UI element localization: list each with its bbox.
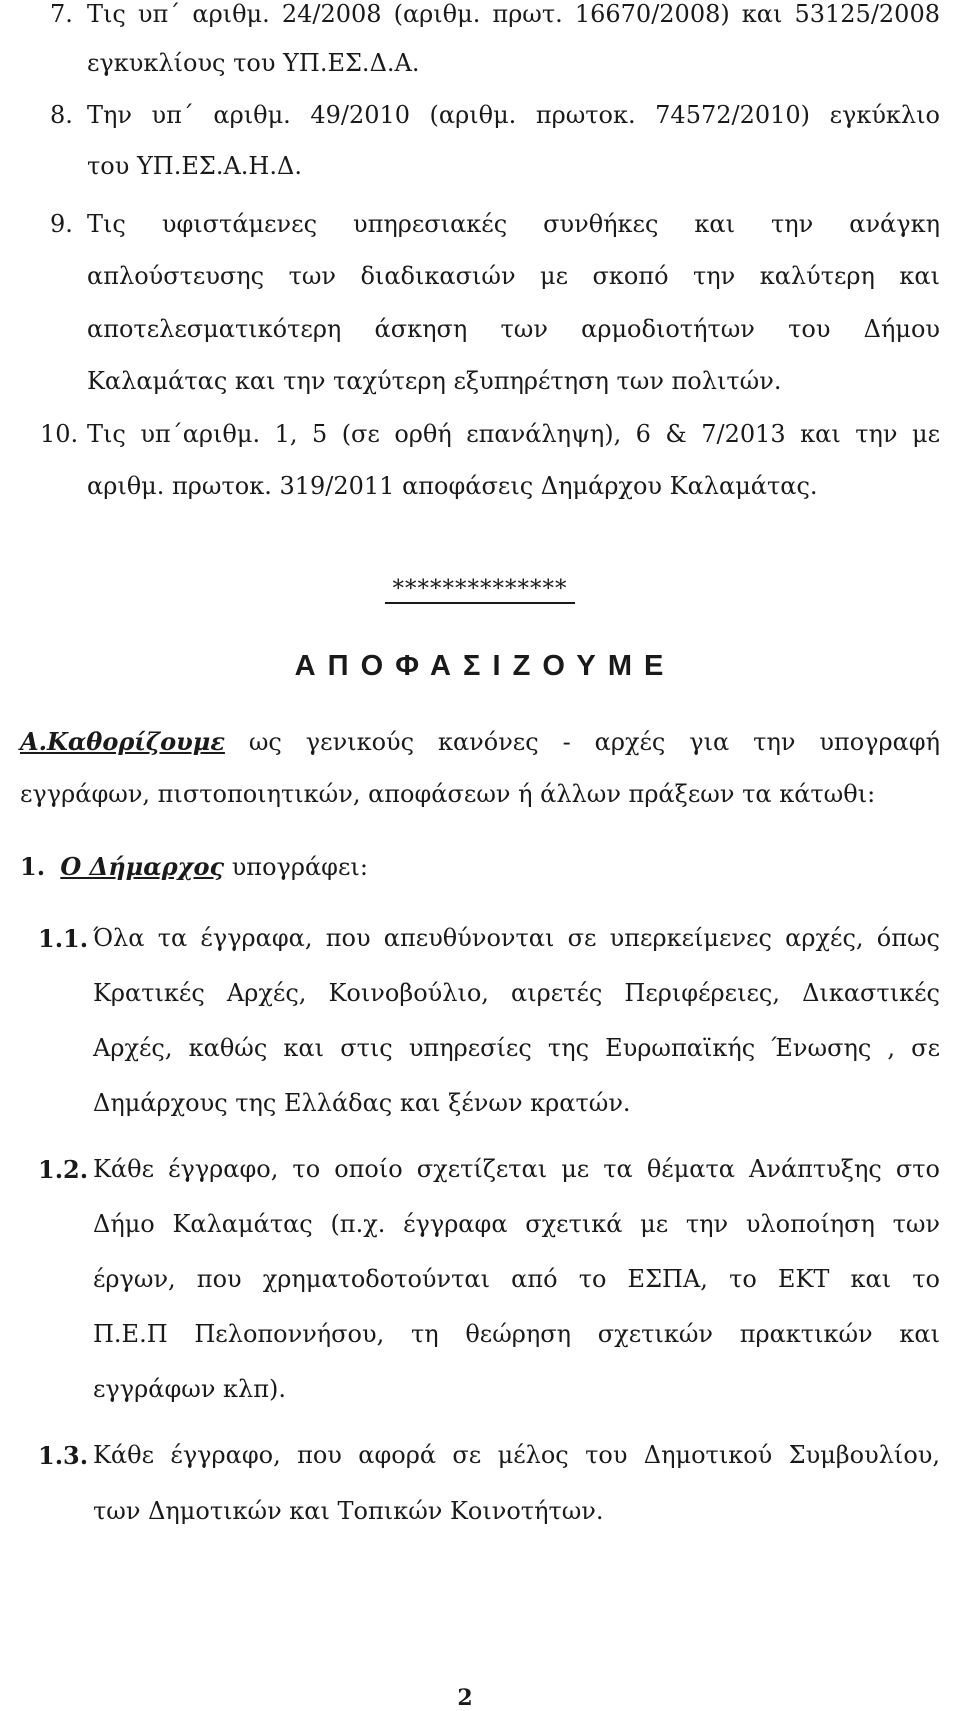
item-7-line-1: Τις υπ΄ αριθμ. 24/2008 (αριθμ. πρωτ. 16670/2008) και 53125/2008	[87, 0, 940, 28]
item-10-line-1: Τις υπ΄αριθμ. 1, 5 (σε ορθή επανάληψη), 6 & 7/2013 και την με	[87, 420, 940, 448]
item-9-line-3: αποτελεσματικότερη άσκηση των αρμοδιοτήτων του Δήμου	[87, 315, 940, 343]
item-9-line-4: Καλαμάτας και την ταχύτερη εξυπηρέτηση των πολιτών.	[87, 367, 782, 395]
sub-1-1-number: 1.1.	[38, 924, 89, 953]
sub-1-3-line-1: Κάθε έγγραφο, που αφορά σε μέλος του Δημοτικού Συμβουλίου,	[93, 1441, 940, 1469]
item-8-line-1: Την υπ΄ αριθμ. 49/2010 (αριθμ. πρωτοκ. 74572/2010) εγκύκλιο	[87, 101, 940, 129]
page-number: 2	[457, 1685, 473, 1711]
sub-1-3-number: 1.3.	[38, 1441, 89, 1470]
item-7-number: 7.	[50, 0, 73, 28]
item-7-line-2: εγκυκλίους του ΥΠ.ΕΣ.Δ.Α.	[87, 49, 420, 77]
item-9-line-2: απλούστευσης των διαδικασιών με σκοπό την καλύτερη και	[87, 262, 940, 290]
sub-1-2-line-1: Κάθε έγγραφο, το οποίο σχετίζεται με τα θέματα Ανάπτυξης στο	[93, 1155, 940, 1183]
sub-1-number: 1.	[20, 852, 46, 881]
sub-1-1-line-3: Αρχές, καθώς και στις υπηρεσίες της Ευρωπαϊκής Ένωσης , σε	[93, 1034, 940, 1062]
item-10-line-2: αριθμ. πρωτοκ. 319/2011 αποφάσεις Δημάρχου Καλαμάτας.	[87, 472, 818, 500]
separator-stars: **************	[385, 576, 575, 604]
section-a-line-2: εγγράφων, πιστοποιητικών, αποφάσεων ή άλλων πράξεων τα κάτωθι:	[20, 780, 876, 808]
sub-1-2-line-4: Π.Ε.Π Πελοποννήσου, τη θεώρηση σχετικών πρακτικών και	[93, 1320, 940, 1348]
section-a-label: Α.Καθορίζουμε	[20, 727, 225, 756]
item-9-line-1: Τις υφιστάμενες υπηρεσιακές συνθήκες και την ανάγκη	[87, 210, 940, 238]
item-8-line-2: του ΥΠ.ΕΣ.Α.Η.Δ.	[87, 152, 302, 180]
item-10-number: 10.	[40, 420, 79, 448]
sub-1-1-line-2: Κρατικές Αρχές, Κοινοβούλιο, αιρετές Περιφέρειες, Δικαστικές	[93, 979, 940, 1007]
sub-1-verb: υπογράφει:	[231, 853, 368, 881]
sub-1-3-line-2: των Δημοτικών και Τοπικών Κοινοτήτων.	[93, 1497, 604, 1525]
sub-1-1-line-1: Όλα τα έγγραφα, που απευθύνονται σε υπερκείμενες αρχές, όπως	[93, 924, 940, 952]
item-9-number: 9.	[50, 210, 73, 238]
sub-1-who: Ο Δήμαρχος	[60, 852, 225, 881]
section-a-line-1	[20, 727, 940, 756]
sub-1-2-line-5: εγγράφων κλπ).	[93, 1375, 287, 1403]
item-8-number: 8.	[50, 101, 73, 129]
sub-1-heading	[20, 852, 368, 881]
sub-1-1-line-4: Δημάρχους της Ελλάδας και ξένων κρατών.	[93, 1089, 631, 1117]
decision-heading: Α Π Ο Φ Α Σ Ι Ζ Ο Υ Μ Ε	[294, 650, 666, 682]
sub-1-2-number: 1.2.	[38, 1155, 89, 1184]
sub-1-2-line-3: έργων, που χρηματοδοτούνται από το ΕΣΠΑ, το ΕΚΤ και το	[93, 1265, 940, 1293]
section-a-line-1-text: ως γενικούς κανόνες - αρχές για την υπογραφή	[248, 728, 940, 756]
sub-1-2-line-2: Δήμο Καλαμάτας (π.χ. έγγραφα σχετικά με την υλοποίηση των	[93, 1210, 940, 1238]
